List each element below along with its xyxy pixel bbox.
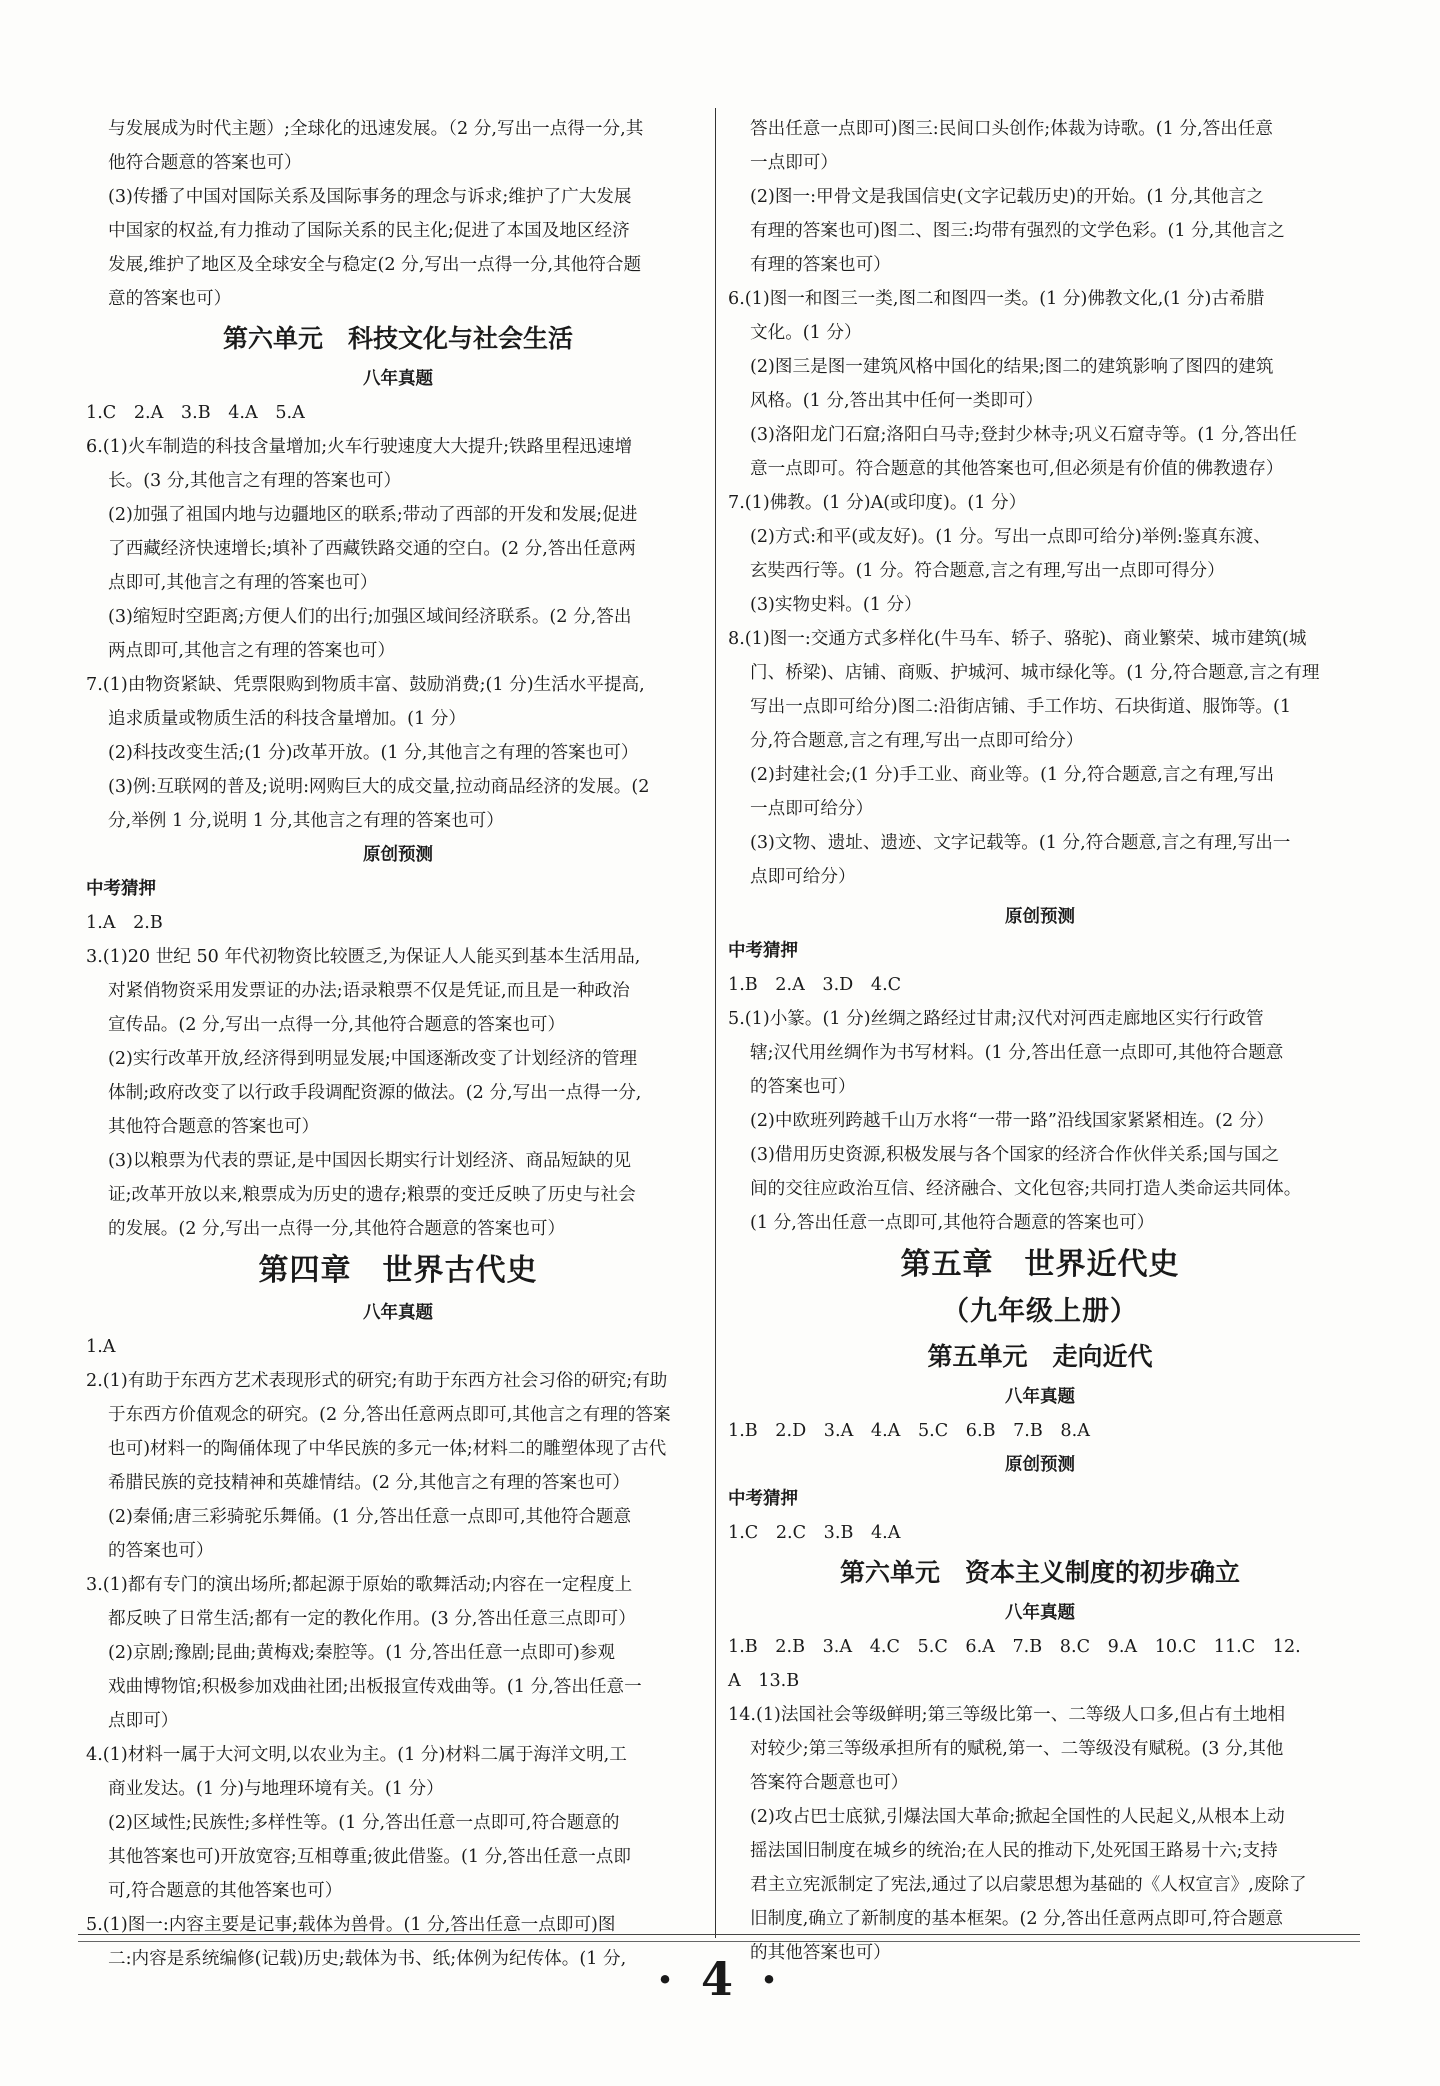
answer-line: 分,符合题意,言之有理,写出一点即可给分） [750, 731, 1084, 751]
section-subheading: 原创预测 [1005, 907, 1075, 927]
answer-line: 对较少;第三等级承担所有的赋税,第一、二等级没有赋税。(3 分,其他 [750, 1739, 1284, 1759]
answer-line: 体制;政府改变了以行政手段调配资源的做法。(2 分,写出一点得一分, [108, 1083, 642, 1103]
answer-line: 1.C 2.C 3.B 4.A [728, 1523, 901, 1543]
section-subheading: 八年真题 [363, 1303, 433, 1323]
text-line: 发展,维护了地区及全球安全与稳定(2 分,写出一点得一分,其他符合题 [108, 255, 642, 275]
answer-line: 了西藏经济快速增长;填补了西藏铁路交通的空白。(2 分,答出任意两 [108, 539, 636, 559]
answer-line: (1 分,答出任意一点即可,其他符合题意的答案也可） [750, 1213, 1155, 1233]
answer-line: 的其他答案也可） [750, 1943, 891, 1963]
footer-rule [78, 1941, 1360, 1942]
answer-line: 宣传品。(2 分,写出一点得一分,其他符合题意的答案也可） [108, 1015, 566, 1035]
answer-line: 6.(1)火车制造的科技含量增加;火车行驶速度大大提升;铁路里程迅速增 [86, 437, 633, 457]
answer-line: (2)中欧班列跨越千山万水将“一带一路”沿线国家紧紧相连。(2 分） [750, 1111, 1275, 1131]
answer-line: 商业发达。(1 分)与地理环境有关。(1 分） [108, 1779, 444, 1799]
answer-line: 3.(1)20 世纪 50 年代初物资比较匮乏,为保证人人能买到基本生活用品, [86, 947, 641, 967]
unit-heading: 第五单元 走向近代 [927, 1342, 1153, 1371]
answer-line: 有理的答案也可） [750, 255, 891, 275]
answer-line: (3)缩短时空距离;方便人们的出行;加强区域间经济联系。(2 分,答出 [108, 607, 632, 627]
answer-line: 二:内容是系统编修(记载)历史;载体为书、纸;体例为纪传体。(1 分, [108, 1949, 627, 1969]
answer-line: 的发展。(2 分,写出一点得一分,其他符合题意的答案也可） [108, 1219, 566, 1239]
answer-line: 戏曲博物馆;积极参加戏曲社团;出板报宣传戏曲等。(1 分,答出任意一 [108, 1677, 642, 1697]
answer-line: (3)例:互联网的普及;说明:网购巨大的成交量,拉动商品经济的发展。(2 [108, 777, 650, 797]
answer-line: (3)实物史料。(1 分） [750, 595, 922, 615]
text-line: 中国家的权益,有力推动了国际关系的民主化;促进了本国及地区经济 [108, 221, 630, 241]
answer-line: 点即可给分） [750, 867, 856, 887]
answer-line: (3)以粮票为代表的票证,是中国因长期实行计划经济、商品短缺的见 [108, 1151, 632, 1171]
answer-line: 的答案也可） [108, 1541, 214, 1561]
answer-line: A 13.B [728, 1671, 800, 1691]
answer-line: (3)借用历史资源,积极发展与各个国家的经济合作伙伴关系;国与国之 [750, 1145, 1280, 1165]
answer-line: (3)文物、遗址、遗迹、文字记载等。(1 分,符合题意,言之有理,写出一 [750, 833, 1291, 853]
answer-line: (2)攻占巴士底狱,引爆法国大革命;掀起全国性的人民起义,从根本上动 [750, 1807, 1285, 1827]
answer-line: (2)区域性;民族性;多样性等。(1 分,答出任意一点即可,符合题意的 [108, 1813, 620, 1833]
answer-line: 君主立宪派制定了宪法,通过了以启蒙思想为基础的《人权宣言》,废除了 [750, 1875, 1307, 1895]
answer-line: 摇法国旧制度在城乡的统治;在人民的推动下,处死国王路易十六;支持 [750, 1841, 1278, 1861]
answer-line: 分,举例 1 分,说明 1 分,其他言之有理的答案也可） [108, 811, 504, 831]
answer-line: (2)方式:和平(或友好)。(1 分。写出一点即可给分)举例:鉴真东渡、 [750, 527, 1271, 547]
answer-line: 7.(1)由物资紧缺、凭票限购到物质丰富、鼓励消费;(1 分)生活水平提高, [86, 675, 645, 695]
answer-line: 意一点即可。符合题意的其他答案也可,但必须是有价值的佛教遗存） [750, 459, 1284, 479]
answer-line: 1.B 2.A 3.D 4.C [728, 975, 902, 995]
answer-line: (2)科技改变生活;(1 分)改革开放。(1 分,其他言之有理的答案也可） [108, 743, 639, 763]
answer-line: 5.(1)图一:内容主要是记事;载体为兽骨。(1 分,答出任意一点即可)图 [86, 1915, 616, 1935]
answer-line: 1.B 2.B 3.A 4.C 5.C 6.A 7.B 8.C 9.A 10.C 11.C 12. [728, 1637, 1301, 1657]
chapter-subheading: （九年级上册） [942, 1296, 1138, 1327]
answer-line: 答出任意一点即可)图三:民间口头创作;体裁为诗歌。(1 分,答出任意 [750, 119, 1273, 139]
answer-line: 辖;汉代用丝绸作为书写材料。(1 分,答出任意一点即可,其他符合题意 [750, 1043, 1284, 1063]
answer-line: (2)实行改革开放,经济得到明显发展;中国逐渐改变了计划经济的管理 [108, 1049, 638, 1069]
answer-line: 其他符合题意的答案也可） [108, 1117, 320, 1137]
answer-line: 写出一点即可给分)图二:沿街店铺、手工作坊、石块街道、服饰等。(1 [750, 697, 1292, 717]
answer-line: 1.B 2.D 3.A 4.A 5.C 6.B 7.B 8.A [728, 1421, 1090, 1441]
answer-line: 7.(1)佛教。(1 分)A(或印度)。(1 分） [728, 493, 1027, 513]
answer-line: 4.(1)材料一属于大河文明,以农业为主。(1 分)材料二属于海洋文明,工 [86, 1745, 627, 1765]
right-column [728, 112, 1352, 1970]
page-number: · 4 · [656, 1952, 784, 2006]
answer-line: 2.(1)有助于东西方艺术表现形式的研究;有助于东西方社会习俗的研究;有助 [86, 1371, 668, 1391]
answer-line: 5.(1)小篆。(1 分)丝绸之路经过甘肃;汉代对河西走廊地区实行行政管 [728, 1009, 1264, 1029]
chapter-heading: 第四章 世界古代史 [258, 1253, 538, 1288]
answer-line: 旧制度,确立了新制度的基本框架。(2 分,答出任意两点即可,符合题意 [750, 1909, 1284, 1929]
answer-line: 1.A [86, 1337, 116, 1357]
side-heading: 中考猜押 [728, 1489, 798, 1509]
answer-line: (3)洛阳龙门石窟;洛阳白马寺;登封少林寺;巩义石窟寺等。(1 分,答出任 [750, 425, 1297, 445]
answer-line: (2)加强了祖国内地与边疆地区的联系;带动了西部的开发和发展;促进 [108, 505, 638, 525]
answer-line: 间的交往应政治互信、经济融合、文化包容;共同打造人类命运共同体。 [750, 1179, 1302, 1199]
side-heading: 中考猜押 [728, 941, 798, 961]
answer-line: (2)图一:甲骨文是我国信史(文字记载历史)的开始。(1 分,其他言之 [750, 187, 1264, 207]
unit-heading: 第六单元 资本主义制度的初步确立 [839, 1558, 1240, 1587]
text-line: 与发展成为时代主题）;全球化的迅速发展。（2 分,写出一点得一分,其 [108, 119, 644, 139]
answer-line: 3.(1)都有专门的演出场所;都起源于原始的歌舞活动;内容在一定程度上 [86, 1575, 633, 1595]
answer-line: 也可)材料一的陶俑体现了中华民族的多元一体;材料二的雕塑体现了古代 [108, 1439, 667, 1459]
unit-heading: 第六单元 科技文化与社会生活 [222, 324, 573, 353]
answer-line: (2)图三是图一建筑风格中国化的结果;图二的建筑影响了图四的建筑 [750, 357, 1274, 377]
answer-line: (2)秦俑;唐三彩骑驼乐舞俑。(1 分,答出任意一点即可,其他符合题意 [108, 1507, 632, 1527]
answer-line: 文化。(1 分） [750, 323, 862, 343]
answer-line: 1.C 2.A 3.B 4.A 5.A [86, 403, 305, 423]
answer-line: 门、桥梁)、店铺、商贩、护城河、城市绿化等。(1 分,符合题意,言之有理 [750, 663, 1320, 683]
answer-line: 一点即可） [750, 153, 838, 173]
answer-line: 14.(1)法国社会等级鲜明;第三等级比第一、二等级人口多,但占有土地相 [728, 1705, 1286, 1725]
column-divider [715, 108, 716, 1938]
section-subheading: 原创预测 [363, 845, 433, 865]
answer-line: 答案符合题意也可） [750, 1773, 909, 1793]
left-column [86, 112, 710, 1976]
text-line: 意的答案也可） [108, 289, 232, 309]
answer-line: 都反映了日常生活;都有一定的教化作用。(3 分,答出任意三点即可） [108, 1609, 636, 1629]
answer-line: 的答案也可） [750, 1077, 856, 1097]
answer-line: 希腊民族的竞技精神和英雄情结。(2 分,其他言之有理的答案也可） [108, 1473, 630, 1493]
footer-rule [78, 1934, 1360, 1935]
answer-line: 对紧俏物资采用发票证的办法;语录粮票不仅是凭证,而且是一种政治 [108, 981, 630, 1001]
answer-line: 于东西方价值观念的研究。(2 分,答出任意两点即可,其他言之有理的答案 [108, 1405, 671, 1425]
answer-line: 追求质量或物质生活的科技含量增加。(1 分） [108, 709, 466, 729]
answer-line: 长。(3 分,其他言之有理的答案也可） [108, 471, 402, 491]
answer-line: 有理的答案也可)图二、图三:均带有强烈的文学色彩。(1 分,其他言之 [750, 221, 1285, 241]
section-subheading: 八年真题 [1005, 1387, 1075, 1407]
answer-line: 一点即可给分） [750, 799, 874, 819]
section-subheading: 原创预测 [1005, 1455, 1075, 1475]
section-subheading: 八年真题 [1005, 1603, 1075, 1623]
answer-line: 玄奘西行等。(1 分。符合题意,言之有理,写出一点即可得分） [750, 561, 1225, 581]
section-subheading: 八年真题 [363, 369, 433, 389]
answer-line: 证;改革开放以来,粮票成为历史的遗存;粮票的变迁反映了历史与社会 [108, 1185, 636, 1205]
answer-line: 可,符合题意的其他答案也可） [108, 1881, 343, 1901]
answer-line: 点即可） [108, 1711, 179, 1731]
answer-line: (2)京剧;豫剧;昆曲;黄梅戏;秦腔等。(1 分,答出任意一点即可)参观 [108, 1643, 615, 1663]
answer-line: 风格。(1 分,答出其中任何一类即可） [750, 391, 1044, 411]
answer-line: 6.(1)图一和图三一类,图二和图四一类。(1 分)佛教文化,(1 分)古希腊 [728, 289, 1265, 309]
text-line: 他符合题意的答案也可） [108, 153, 302, 173]
answer-line: 其他答案也可)开放宽容;互相尊重;彼此借鉴。(1 分,答出任意一点即 [108, 1847, 631, 1867]
side-heading: 中考猜押 [86, 879, 156, 899]
chapter-heading: 第五章 世界近代史 [900, 1247, 1180, 1282]
answer-line: 两点即可,其他言之有理的答案也可） [108, 641, 396, 661]
text-line: (3)传播了中国对国际关系及国际事务的理念与诉求;维护了广大发展 [108, 187, 632, 207]
answer-line: 8.(1)图一:交通方式多样化(牛马车、轿子、骆驼)、商业繁荣、城市建筑(城 [728, 629, 1307, 649]
answer-line: 1.A 2.B [86, 913, 163, 933]
answer-line: 点即可,其他言之有理的答案也可） [108, 573, 378, 593]
answer-line: (2)封建社会;(1 分)手工业、商业等。(1 分,符合题意,言之有理,写出 [750, 765, 1275, 785]
